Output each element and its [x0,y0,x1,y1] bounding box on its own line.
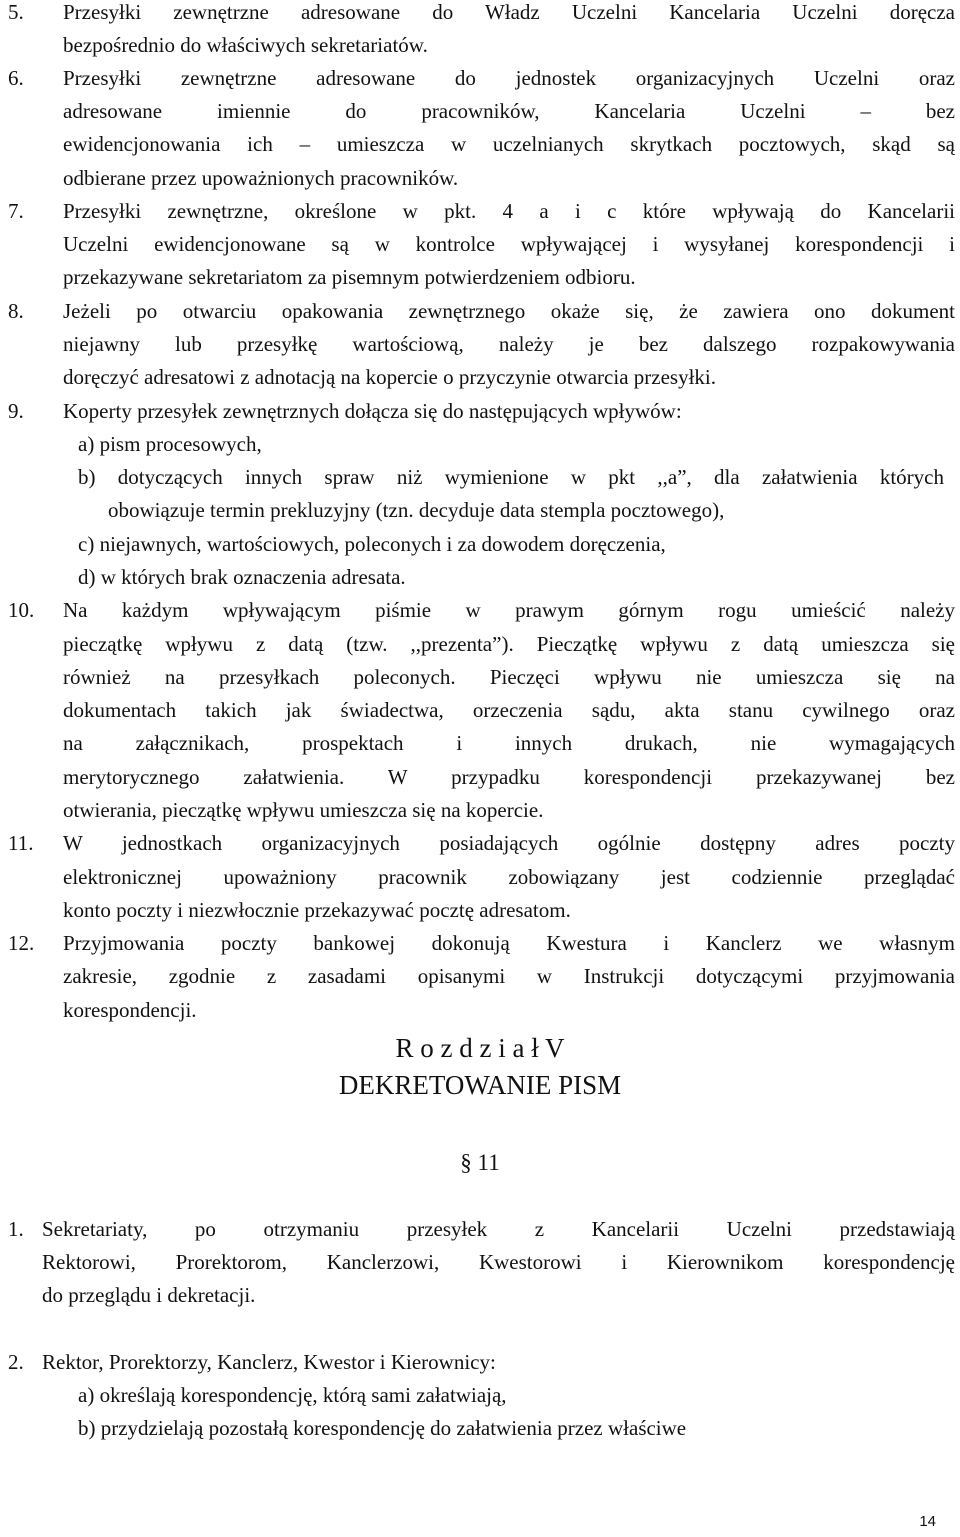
item-text-line: odbierane przez upoważnionych pracowników. [63,166,459,190]
sub-item-b-continued: obowiązuje termin prekluzyjny (tzn. decyduje data stempla pocztowego), [108,498,725,522]
item-number: 8. [8,299,24,323]
chapter-title: DEKRETOWANIE PISM [338,1070,622,1100]
section-number: § 11 [460,1150,500,1175]
item-text-line: Przesyłki zewnętrzne adresowane do jednostek organizacyjnych Uczelni oraz [63,66,955,90]
item-text-line: korespondencji. [63,998,197,1022]
item-text-line: Przesyłki zewnętrzne adresowane do Władz Uczelni Kancelaria Uczelni doręcza [63,0,955,24]
item-text-line: do przeglądu i dekretacji. [42,1283,256,1307]
item-text-line: na załącznikach, prospektach i innych drukach, nie wymagających [63,731,955,755]
item-text-line: przekazywane sekretariatom za pisemnym potwierdzeniem odbioru. [63,265,636,289]
item-number: 1. [8,1217,24,1241]
item-text-line: ewidencjonowania ich – umieszcza w uczelnianych skrytkach pocztowych, skąd są [63,132,955,156]
sub-item-b: b) dotyczących innych spraw niż wymienione w pkt ,,a”, dla załatwienia których [78,465,944,489]
page-number: 14 [919,1513,936,1530]
item-text-line: Uczelni ewidencjonowane są w kontrolce wpływającej i wysyłanej korespondencji i [63,232,955,256]
item-text-line: Na każdym wpływającym piśmie w prawym górnym rogu umieścić należy [63,598,955,622]
sub-item-d: d) w których brak oznaczenia adresata. [78,565,406,589]
item-number: 7. [8,199,24,223]
item-number: 12. [8,931,35,955]
item-text-line: Rektorowi, Prorektorom, Kanclerzowi, Kwestorowi i Kierownikom korespondencję [42,1250,955,1274]
sub-item-a: a) określają korespondencję, którą sami załatwiają, [78,1383,507,1407]
item-number: 6. [8,66,24,90]
item-number: 5. [8,0,24,24]
item-text-line: konto poczty i niezwłocznie przekazywać pocztę adresatom. [63,898,571,922]
item-text-line: otwierania, pieczątkę wpływu umieszcza się na kopercie. [63,798,544,822]
item-text-line: bezpośrednio do właściwych sekretariatów. [63,33,428,57]
item-text-line: pieczątkę wpływu z datą (tzw. ,,prezenta”). Pieczątkę wpływu z datą umieszcza się [63,632,955,656]
item-text-line: Sekretariaty, po otrzymaniu przesyłek z Kancelarii Uczelni przedstawiają [42,1217,955,1241]
item-number: 2. [8,1350,24,1374]
item-number: 10. [8,598,35,622]
item-text-line: niejawny lub przesyłkę wartościową, należy je bez dalszego rozpakowywania [63,332,955,356]
item-text-line: Przesyłki zewnętrzne, określone w pkt. 4 a i c które wpływają do Kancelarii [63,199,955,223]
item-number: 9. [8,399,24,423]
item-text-line: merytorycznego załatwienia. W przypadku korespondencji przekazywanej bez [63,765,955,789]
item-text-line: również na przesyłkach poleconych. Pieczęci wpływu nie umieszcza się na [63,665,955,689]
item-text-line: Jeżeli po otwarciu opakowania zewnętrznego okaże się, że zawiera ono dokument [63,299,955,323]
chapter-label: R o z d z i a ł V [395,1033,565,1063]
item-text-line: doręczyć adresatowi z adnotacją na kopercie o przyczynie otwarcia przesyłki. [63,365,716,389]
item-text-line: adresowane imiennie do pracowników, Kancelaria Uczelni – bez [63,99,955,123]
item-text-line: zakresie, zgodnie z zasadami opisanymi w Instrukcji dotyczącymi przyjmowania [63,964,955,988]
item-text-line: elektronicznej upoważniony pracownik zobowiązany jest codziennie przeglądać [63,865,955,889]
sub-item-c: c) niejawnych, wartościowych, poleconych i za dowodem doręczenia, [78,532,666,556]
item-text-line: Rektor, Prorektorzy, Kanclerz, Kwestor i Kierownicy: [42,1350,496,1374]
item-number: 11. [8,831,34,855]
item-text-line: dokumentach takich jak świadectwa, orzeczenia sądu, akta stanu cywilnego oraz [63,698,955,722]
item-text-line: W jednostkach organizacyjnych posiadających ogólnie dostępny adres poczty [63,831,955,855]
item-text-line: Przyjmowania poczty bankowej dokonują Kwestura i Kanclerz we własnym [63,931,955,955]
sub-item-b: b) przydzielają pozostałą korespondencję do załatwienia przez właściwe [78,1416,687,1440]
item-text-line: Koperty przesyłek zewnętrznych dołącza się do następujących wpływów: [63,399,682,423]
sub-item-a: a) pism procesowych, [78,432,262,456]
